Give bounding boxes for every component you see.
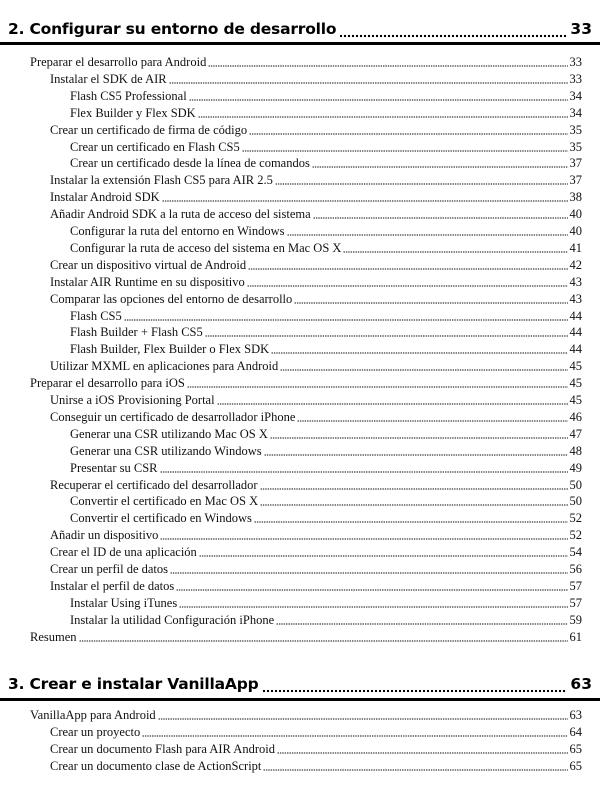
toc-entry: [70, 325, 582, 342]
toc-entry-title: Crear el ID de una aplicación: [50, 545, 197, 560]
dot-leader: [189, 99, 568, 101]
chapter-title: 2. Configurar su entorno de desarrollo: [8, 20, 337, 38]
toc-entry: [50, 72, 582, 89]
toc-entry: [50, 123, 582, 140]
dot-leader: [160, 538, 567, 540]
toc-entry-title: Crear un certificado desde la línea de comandos: [70, 156, 310, 171]
toc-entry-title: Unirse a iOS Provisioning Portal: [50, 393, 215, 407]
toc-entry: [70, 156, 582, 173]
toc-entry-page-number: 65: [569, 741, 582, 756]
toc-entry-title: Instalar Android SDK: [50, 190, 160, 205]
dot-leader: [297, 420, 567, 422]
toc-entry-page-number: 46: [569, 409, 582, 424]
toc-entry-title: Preparar el desarrollo para Android: [30, 55, 207, 69]
toc-entry-title: Instalar la extensión Flash CS5 para AIR 2.5: [50, 173, 273, 188]
toc-entry: [50, 742, 582, 759]
dot-leader: [263, 769, 567, 771]
toc-entry: [50, 190, 582, 207]
dot-leader: [343, 251, 567, 253]
toc-entry-page-number: 52: [569, 511, 582, 526]
toc-entry: [30, 376, 582, 393]
toc-entry-page-number: 44: [569, 308, 582, 323]
dot-leader: [271, 352, 567, 354]
toc-entry-title: Generar una CSR utilizando Mac OS X: [70, 426, 268, 441]
toc-entry: [70, 596, 582, 613]
toc-entry-title: Conseguir un certificado de desarrollador iPhone: [50, 409, 296, 424]
dot-leader: [287, 234, 568, 236]
toc-entry: [50, 173, 582, 190]
dot-leader: [169, 82, 568, 84]
toc-entry-title: Crear un certificado en Flash CS5: [70, 139, 240, 154]
toc-entry: [70, 140, 582, 157]
toc-entry-title: Añadir un dispositivo: [50, 528, 159, 543]
toc-entry: [70, 241, 582, 258]
toc-entry-page-number: 34: [569, 88, 582, 103]
dot-leader: [124, 319, 568, 321]
toc-entry: [70, 427, 582, 444]
toc-entry-page-number: 38: [569, 190, 582, 205]
toc-entry-page-number: 40: [569, 207, 582, 222]
toc-entry-page-number: 43: [569, 291, 582, 306]
toc-entry-page-number: 45: [569, 376, 582, 391]
dot-leader: [275, 183, 568, 185]
dot-leader: [162, 200, 568, 202]
toc-entry-page-number: 43: [569, 274, 582, 289]
chapter-title: 3. Crear e instalar VanillaApp: [8, 675, 259, 693]
toc-entry-page-number: 44: [569, 342, 582, 357]
toc-entry-title: Flash Builder + Flash CS5: [70, 325, 203, 340]
dot-leader: [313, 217, 568, 219]
chapter-heading: [8, 20, 592, 44]
toc-entry-title: Resumen: [30, 629, 77, 644]
dot-leader: [312, 166, 568, 168]
toc-entry-page-number: 49: [569, 460, 582, 475]
toc-entry-page-number: 57: [569, 578, 582, 593]
toc-entry-page-number: 44: [569, 325, 582, 340]
toc-entry: [50, 393, 582, 410]
toc-entry-page-number: 34: [569, 105, 582, 120]
toc-entry-title: Convertir el certificado en Windows: [70, 511, 252, 526]
toc-entry: [70, 89, 582, 106]
toc-entry-page-number: 54: [569, 545, 582, 560]
toc-entry-page-number: 65: [569, 758, 582, 773]
dot-leader: [199, 555, 568, 557]
dot-leader: [208, 65, 567, 67]
toc-entry-page-number: 47: [569, 426, 582, 441]
dot-leader: [294, 302, 567, 304]
toc-entry-page-number: 63: [569, 708, 582, 722]
toc-entry-title: Añadir Android SDK a la ruta de acceso del sistema: [50, 207, 311, 222]
toc-entry-title: Instalar la utilidad Configuración iPhone: [70, 612, 275, 627]
toc-entry-page-number: 33: [569, 71, 582, 86]
dot-leader: [254, 521, 568, 523]
dot-leader: [247, 285, 568, 287]
dot-leader: [270, 437, 568, 439]
toc-entry-page-number: 35: [569, 122, 582, 137]
chapter-underline: [0, 42, 600, 45]
dot-leader: [249, 133, 567, 135]
toc-entry-title: VanillaApp para Android: [30, 708, 156, 722]
dot-leader: [205, 335, 568, 337]
dot-leader: [142, 735, 567, 737]
toc-entry: [50, 275, 582, 292]
toc-entry-page-number: 61: [569, 629, 582, 644]
toc-entry-title: Configurar la ruta de acceso del sistema en Mac OS X: [70, 240, 342, 255]
toc-entry-page-number: 42: [569, 257, 582, 272]
toc-entry-title: Utilizar MXML en aplicaciones para Android: [50, 359, 279, 374]
dot-leader: [260, 488, 568, 490]
toc-entry: [50, 562, 582, 579]
toc-entry-title: Comparar las opciones del entorno de desarrollo: [50, 291, 293, 306]
toc-entry-page-number: 64: [569, 724, 582, 739]
toc-entry-title: Crear un proyecto: [50, 724, 141, 739]
toc-entry: [50, 545, 582, 562]
toc-entry: [50, 759, 582, 776]
toc-entry-page-number: 50: [569, 494, 582, 509]
toc-entry: [30, 708, 582, 725]
toc-entry-page-number: 35: [569, 139, 582, 154]
toc-entry-page-number: 45: [569, 393, 582, 407]
toc-entry-page-number: 37: [569, 173, 582, 188]
toc-entry: [30, 630, 582, 647]
toc-entry: [50, 725, 582, 742]
toc-entry-title: Crear un perfil de datos: [50, 562, 169, 576]
dot-leader: [339, 34, 567, 38]
dot-leader: [248, 268, 567, 270]
toc-entry-page-number: 59: [569, 612, 582, 627]
toc-entry-title: Generar una CSR utilizando Windows: [70, 443, 262, 458]
dot-leader: [276, 623, 567, 625]
toc-entry-title: Preparar el desarrollo para iOS: [30, 376, 185, 391]
toc-entry-page-number: 45: [569, 359, 582, 374]
toc-entry-page-number: 37: [569, 156, 582, 171]
toc-entry-title: Crear un dispositivo virtual de Android: [50, 257, 247, 272]
toc-entry-title: Configurar la ruta del entorno en Windows: [70, 224, 285, 238]
dot-leader: [179, 606, 567, 608]
dot-leader: [260, 504, 567, 506]
toc-entry: [70, 444, 582, 461]
toc-entry: [50, 207, 582, 224]
toc-entry: [70, 494, 582, 511]
toc-entry-title: Recuperar el certificado del desarrollador: [50, 477, 258, 492]
toc-entry: [70, 461, 582, 478]
toc-entry-title: Flex Builder y Flex SDK: [70, 105, 196, 120]
chapter-page-number: 33: [570, 20, 592, 38]
chapter-heading: [8, 675, 592, 699]
dot-leader: [217, 403, 568, 405]
toc-entry-page-number: 48: [569, 443, 582, 458]
toc-entry-title: Instalar el perfil de datos: [50, 578, 175, 593]
toc-entry-title: Crear un documento clase de ActionScript: [50, 758, 262, 773]
toc-entry-page-number: 41: [569, 240, 582, 255]
toc-entry-title: Crear un certificado de firma de código: [50, 122, 248, 137]
dot-leader: [262, 689, 568, 693]
chapter-page-number: 63: [570, 675, 592, 693]
toc-entry: [50, 292, 582, 309]
dot-leader: [280, 369, 567, 371]
dot-leader: [79, 640, 568, 642]
toc-entry-title: Instalar Using iTunes: [70, 595, 178, 610]
toc-entry-title: Flash Builder, Flex Builder o Flex SDK: [70, 342, 270, 357]
toc-entry: [30, 55, 582, 72]
dot-leader: [242, 150, 568, 152]
toc-entry: [70, 309, 582, 326]
toc-entry: [70, 613, 582, 630]
toc-entry-title: Flash CS5 Professional: [70, 88, 187, 103]
dot-leader: [176, 589, 567, 591]
toc-entry-title: Crear un documento Flash para AIR Android: [50, 741, 275, 756]
toc-entry: [70, 342, 582, 359]
toc-entry-title: Convertir el certificado en Mac OS X: [70, 494, 259, 509]
toc-entry-page-number: 57: [569, 595, 582, 610]
toc-entry-page-number: 50: [569, 477, 582, 492]
dot-leader: [264, 454, 568, 456]
toc-entry: [50, 478, 582, 495]
toc-entry: [70, 511, 582, 528]
toc-entry-title: Flash CS5: [70, 308, 122, 323]
chapter-underline: [0, 698, 600, 701]
toc-entry: [50, 258, 582, 275]
dot-leader: [187, 386, 568, 388]
toc-entry: [50, 579, 582, 596]
toc-entry-title: Instalar el SDK de AIR: [50, 71, 167, 86]
toc-entry-page-number: 40: [569, 224, 582, 238]
toc-entry-page-number: 56: [569, 562, 582, 576]
dot-leader: [170, 572, 567, 574]
dot-leader: [198, 116, 568, 118]
toc-entry: [50, 359, 582, 376]
toc-entry: [70, 224, 582, 241]
toc-entry-title: Instalar AIR Runtime en su dispositivo: [50, 274, 245, 289]
toc-entry: [50, 528, 582, 545]
toc-entry-page-number: 33: [569, 55, 582, 69]
toc-entry: [50, 410, 582, 427]
dot-leader: [160, 471, 568, 473]
toc-entry-title: Presentar su CSR: [70, 460, 158, 475]
toc-entry-page-number: 52: [569, 528, 582, 543]
toc-entry: [70, 106, 582, 123]
dot-leader: [277, 752, 568, 754]
dot-leader: [158, 718, 568, 720]
